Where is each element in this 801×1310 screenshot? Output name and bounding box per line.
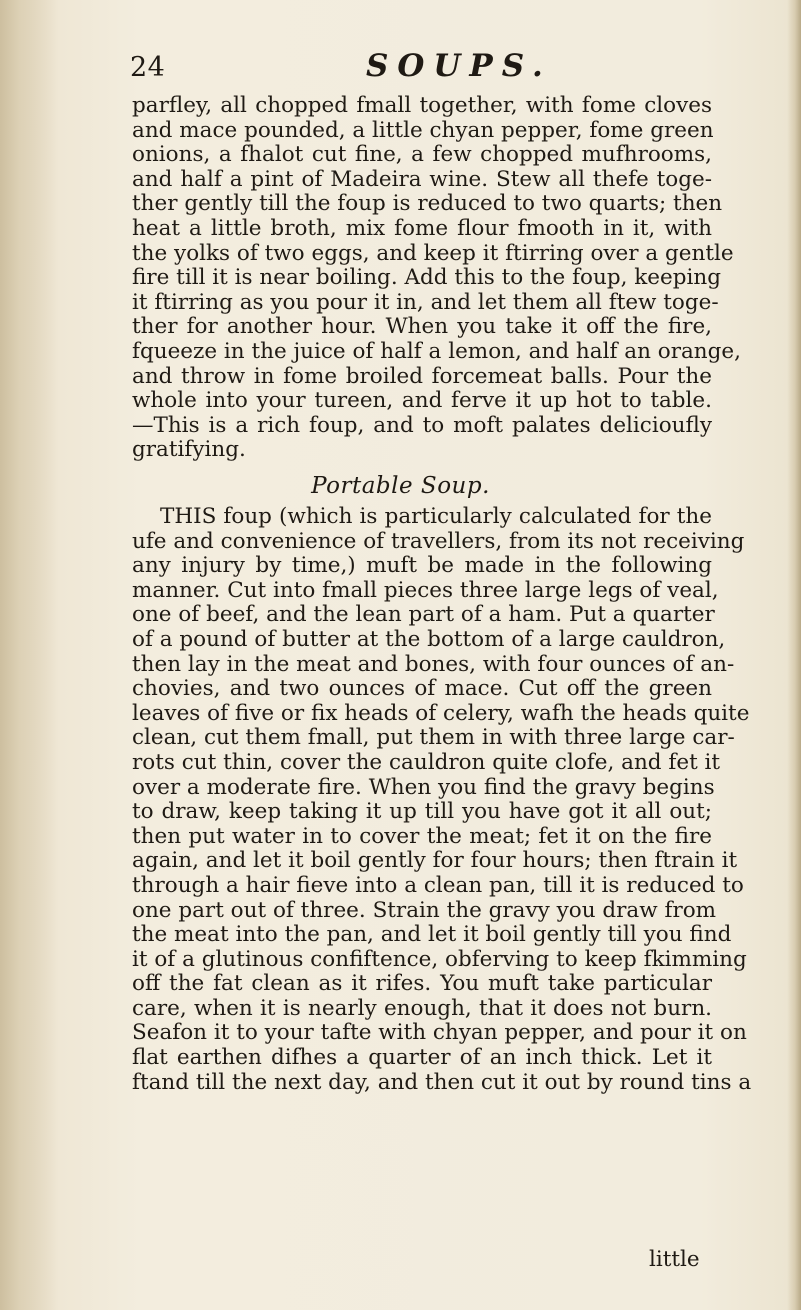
- text-line: the yolks of two eggs, and keep it ftirring over a gentle: [132, 240, 734, 266]
- page-header: [0, 48, 801, 88]
- text-line: —This is a rich foup, and to moft palates delicioufly: [132, 412, 712, 438]
- text-line: to draw, keep taking it up till you have got it all out;: [132, 799, 712, 825]
- text-line: onions, a fhalot cut fine, a few chopped mufhrooms,: [132, 142, 712, 168]
- text-line: leaves of five or fix heads of celery, wafh the heads quite: [132, 700, 750, 726]
- text-line: of a pound of butter at the bottom of a large cauldron,: [132, 626, 726, 652]
- page-binding-shadow: [0, 0, 58, 1310]
- paragraph-2: [132, 504, 752, 1095]
- text-line: the meat into the pan, and let it boil gently till you find: [132, 922, 732, 948]
- text-line: one of beef, and the lean part of a ham. Put a quarter: [132, 602, 715, 628]
- text-line: it ftirring as you pour it in, and let them all ftew toge-: [132, 289, 719, 315]
- section-title: Portable Soup.: [311, 473, 490, 499]
- text-line: Seafon it to your tafte with chyan pepper, and pour it on: [132, 1020, 747, 1046]
- page-number: 24: [130, 52, 166, 83]
- text-line: manner. Cut into fmall pieces three large legs of veal,: [132, 577, 719, 603]
- text-line: then lay in the meat and bones, with four ounces of an-: [132, 651, 735, 677]
- text-line: it of a glutinous confiftence, obferving to keep fkimming: [132, 946, 747, 972]
- text-line: and throw in fome broiled forcemeat balls. Pour the: [132, 363, 712, 389]
- text-line: flat earthen difhes a quarter of an inch thick. Let it: [132, 1045, 712, 1071]
- text-line: gratifying.: [132, 437, 246, 463]
- text-line: ftand till the next day, and then cut it out by round tins a: [132, 1069, 752, 1095]
- text-line: clean, cut them fmall, put them in with three large car-: [132, 725, 735, 751]
- paragraph-1: [132, 93, 741, 463]
- text-line: heat a little broth, mix fome flour fmooth in it, with: [132, 215, 712, 241]
- text-line: any injury by time,) muft be made in the following: [132, 553, 712, 579]
- text-line: fqueeze in the juice of half a lemon, and half an orange,: [132, 338, 741, 364]
- text-line: ther for another hour. When you take it off the fire,: [132, 314, 712, 340]
- text-line: through a hair fieve into a clean pan, till it is reduced to: [132, 872, 744, 898]
- text-line: fire till it is near boiling. Add this to the foup, keeping: [132, 265, 721, 291]
- page-edge-shadow: [787, 0, 801, 1310]
- text-line: off the fat clean as it rifes. You muft take particular: [132, 971, 712, 997]
- text-line: chovies, and two ounces of mace. Cut off the green: [132, 676, 712, 702]
- text-line: rots cut thin, cover the cauldron quite clofe, and fet it: [132, 749, 721, 775]
- text-line: over a moderate fire. When you find the gravy begins: [132, 774, 715, 800]
- running-head: SOUPS.: [366, 48, 552, 84]
- text-line: ufe and convenience of travellers, from its not receiving: [132, 528, 745, 554]
- text-line: and mace pounded, a little chyan pepper, fome green: [132, 117, 714, 143]
- text-line: again, and let it boil gently for four hours; then ftrain it: [132, 848, 738, 874]
- text-line: THIS foup (which is particularly calculated for the: [160, 504, 712, 529]
- text-line: then put water in to cover the meat; fet it on the fire: [132, 823, 712, 849]
- text-line: and half a pint of Madeira wine. Stew all thefe toge-: [132, 166, 712, 192]
- text-line: ther gently till the foup is reduced to two quarts; then: [132, 191, 723, 217]
- text-line: one part out of three. Strain the gravy you draw from: [132, 897, 717, 923]
- text-line: whole into your tureen, and ferve it up hot to table.: [132, 388, 712, 414]
- catchword: little: [649, 1247, 700, 1272]
- text-line: parfley, all chopped fmall together, with fome cloves: [132, 93, 712, 118]
- text-line: care, when it is nearly enough, that it does not burn.: [132, 995, 712, 1021]
